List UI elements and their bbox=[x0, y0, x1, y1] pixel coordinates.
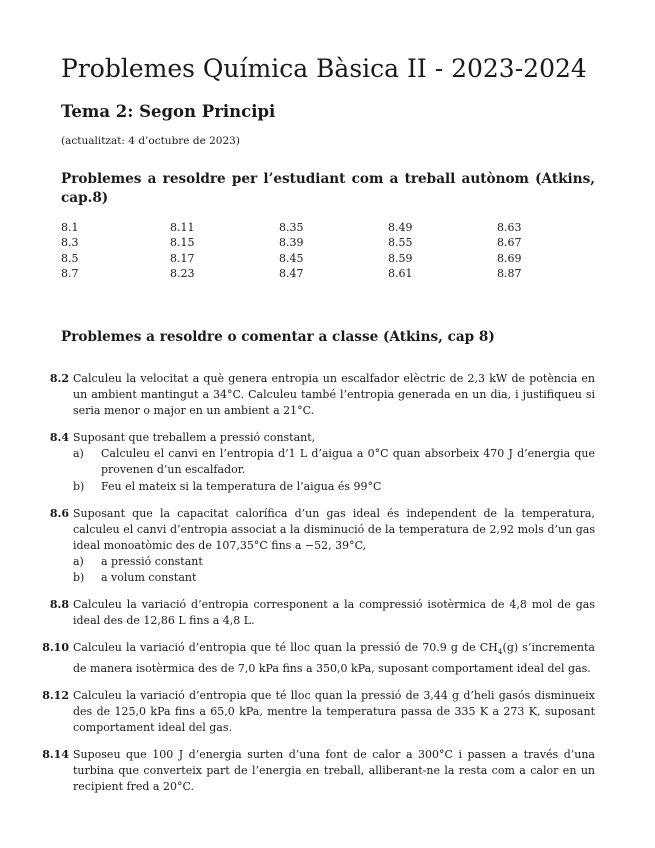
subproblem bbox=[73, 554, 595, 570]
problem-body bbox=[73, 688, 595, 736]
problem-number: 8.12 bbox=[42, 688, 69, 702]
problem-number: 8.17 bbox=[170, 251, 195, 265]
section-autonomous-heading: Problemes a resoldre per l’estudiant com a treball autònom (Atkins, cap.8) bbox=[61, 171, 595, 206]
subproblem-text: a pressió constant bbox=[101, 554, 203, 568]
problem-body bbox=[73, 371, 595, 419]
problem-number: 8.49 bbox=[388, 221, 413, 234]
subproblem-label: b) bbox=[73, 479, 85, 493]
problem-number: 8.67 bbox=[497, 236, 522, 250]
problem-item bbox=[40, 371, 595, 419]
class-problem-list bbox=[40, 371, 595, 806]
problem-number: 8.59 bbox=[388, 251, 413, 265]
problem-text-post: (g) s’incrementa de manera isotèrmica des de 7,0 kPa fins a 350,0 kPa, suposant comportament ideal del gas. bbox=[73, 641, 595, 675]
subproblem-text: Calculeu el canvi en l’entropia d’1 L d’aigua a 0°C quan absorbeix 470 J d’energia que provenen d’un escalfador. bbox=[101, 447, 595, 477]
problem-text: Suposant que treballem a pressió constant, bbox=[73, 431, 316, 445]
problem-item bbox=[40, 506, 595, 586]
formula-subscript: 4 bbox=[497, 647, 503, 657]
problem-number: 8.6 bbox=[49, 506, 69, 520]
problem-number: 8.5 bbox=[61, 251, 79, 265]
problem-body bbox=[73, 747, 595, 795]
problem-number: 8.45 bbox=[279, 251, 304, 265]
problem-number: 8.23 bbox=[170, 266, 195, 280]
problem-number: 8.2 bbox=[49, 372, 69, 385]
problem-number: 8.39 bbox=[279, 236, 304, 250]
subproblem-label: a) bbox=[73, 447, 84, 461]
problem-number: 8.15 bbox=[170, 236, 195, 250]
problem-item bbox=[40, 688, 595, 736]
problem-text: Calculeu la velocitat a què genera entropia un escalfador elèctric de 2,3 kW de potència en un ambient mantingut a 34°C. Calculeu també l’entropia generada en un dia, i justifiqueu si seria menor o major en un ambient a 21°C. bbox=[73, 372, 595, 418]
problem-item bbox=[40, 640, 595, 676]
problem-item bbox=[40, 747, 595, 795]
problem-number: 8.1 bbox=[61, 221, 79, 234]
problem-text: Suposant que la capacitat calorífica d’un gas ideal és independent de la temperatura, calculeu el canvi d’entropia associat a la disminució de la temperatura de 2,92 mols d’un gas ideal monoatòmic des de 107,35°C fins a −52, 39°C, bbox=[73, 506, 595, 552]
problem-number: 8.55 bbox=[388, 236, 413, 250]
problem-number: 8.87 bbox=[497, 266, 522, 280]
topic-subtitle: Tema 2: Segon Principi bbox=[61, 102, 276, 121]
subproblem bbox=[73, 570, 595, 586]
subproblem-label: a) bbox=[73, 554, 84, 568]
problem-text-pre: Calculeu la variació d’entropia que té lloc quan la pressió de 70.9 g de CH bbox=[73, 641, 498, 655]
problem-number: 8.8 bbox=[49, 598, 69, 612]
problem-number: 8.10 bbox=[42, 641, 69, 655]
problem-body bbox=[73, 597, 595, 629]
problem-number: 8.47 bbox=[279, 266, 304, 280]
problem-item bbox=[40, 597, 595, 629]
problem-number: 8.69 bbox=[497, 251, 522, 265]
problem-number: 8.7 bbox=[61, 266, 79, 280]
problem-body bbox=[73, 430, 595, 494]
subproblem bbox=[73, 446, 595, 478]
problem-text bbox=[73, 640, 595, 676]
problem-number: 8.14 bbox=[42, 747, 69, 761]
update-date: (actualitzat: 4 d’octubre de 2023) bbox=[61, 135, 240, 147]
problem-number: 8.61 bbox=[388, 266, 413, 280]
document-title: Problemes Química Bàsica II - 2023-2024 bbox=[61, 54, 587, 83]
problem-text: Calculeu la variació d’entropia que té lloc quan la pressió de 3,44 g d’heli gasós disminueix des de 125,0 kPa fins a 65,0 kPa, mentre la temperatura passa de 335 K a 273 K, suposant comportament ideal del gas. bbox=[73, 688, 595, 734]
problem-text: Suposeu que 100 J d’energia surten d’una font de calor a 300°C i passen a través d’una turbina que converteix part de l’energia en treball, alliberant-ne la resta com a calor en un recipient fred a 20°C. bbox=[73, 747, 595, 794]
problem-number: 8.63 bbox=[497, 221, 522, 234]
subproblem bbox=[73, 479, 595, 495]
problem-number: 8.4 bbox=[49, 431, 69, 445]
subproblem-text: Feu el mateix si la temperatura de l’aigua és 99°C bbox=[101, 479, 382, 493]
problem-item bbox=[40, 430, 595, 494]
problem-number: 8.3 bbox=[61, 236, 79, 250]
problem-number: 8.11 bbox=[170, 221, 195, 234]
problem-body bbox=[73, 640, 595, 676]
problem-number: 8.35 bbox=[279, 221, 304, 234]
problem-body bbox=[73, 506, 595, 586]
section-class-heading: Problemes a resoldre o comentar a classe (Atkins, cap 8) bbox=[61, 329, 495, 345]
subproblem-text: a volum constant bbox=[101, 571, 197, 585]
problem-text: Calculeu la variació d’entropia corresponent a la compressió isotèrmica de 4,8 mol de gas ideal des de 12,86 L fins a 4,8 L. bbox=[73, 598, 595, 628]
subproblem-label: b) bbox=[73, 571, 85, 585]
autonomous-problem-list bbox=[61, 220, 606, 281]
